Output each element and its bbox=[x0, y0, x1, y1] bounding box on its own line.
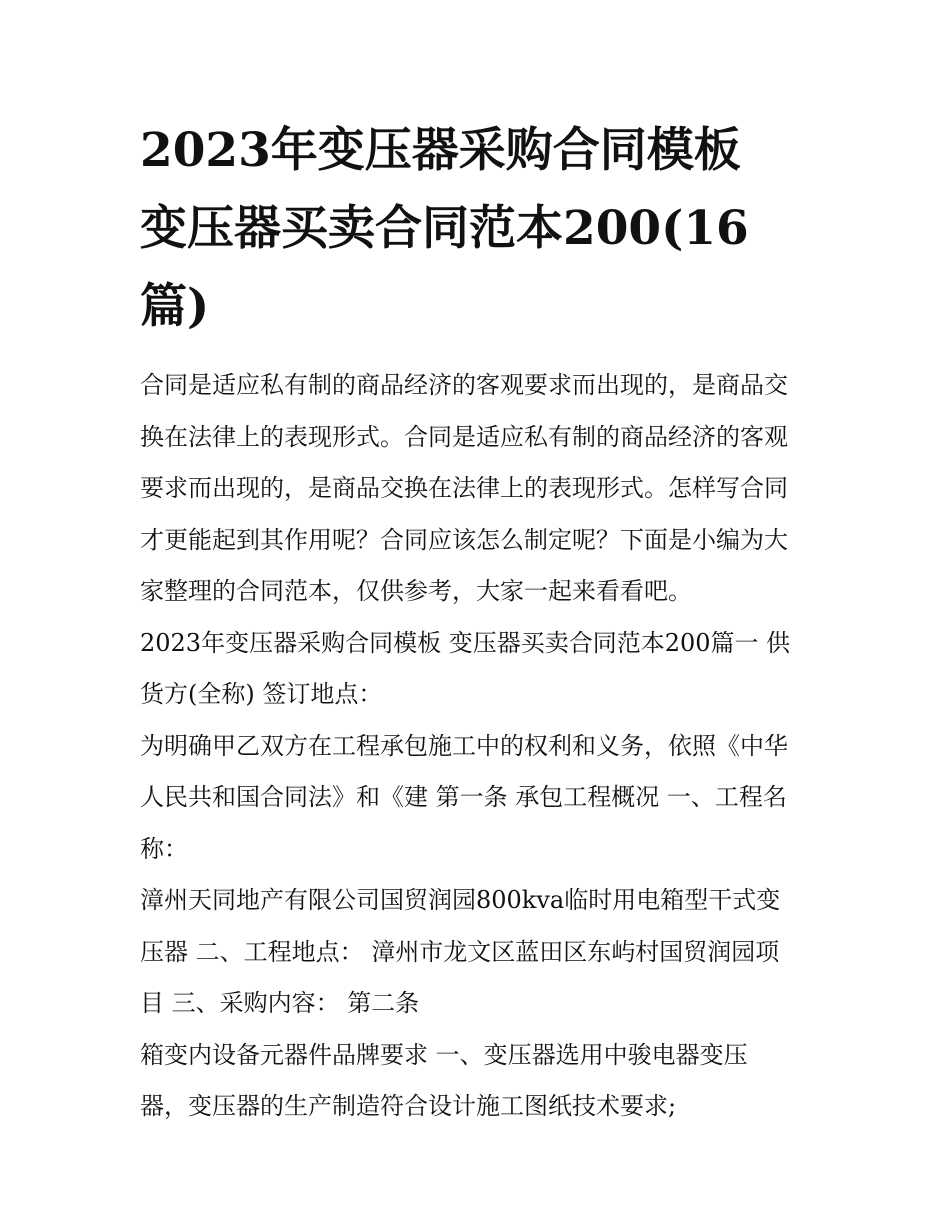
paragraph-line: 家整理的合同范本，仅供参考，大家一起来看看吧。 bbox=[140, 577, 692, 605]
title-line: 变压器买卖合同范本200(16 bbox=[140, 201, 749, 256]
paragraph-line: 箱变内设备元器件品牌要求 一、变压器选用中骏电器变压 bbox=[140, 1040, 748, 1069]
paragraph-line: 漳州天同地产有限公司国贸润园800kva临时用电箱型干式变 bbox=[140, 886, 781, 914]
paragraph-line: 合同是适应私有制的商品经济的客观要求而出现的，是商品交 bbox=[140, 371, 788, 399]
paragraph-line: 称： bbox=[140, 834, 188, 863]
title-line: 2023年变压器采购合同模板 bbox=[140, 123, 741, 178]
project-paragraph bbox=[140, 875, 812, 1030]
paragraph-line: 器，变压器的生产制造符合设计施工图纸技术要求; bbox=[140, 1092, 677, 1120]
intro-paragraph bbox=[140, 360, 812, 618]
paragraph-line: 压器 二、工程地点： 漳州市龙文区蓝田区东屿村国贸润园项 bbox=[140, 937, 780, 966]
paragraph-line: 要求而出现的，是商品交换在法律上的表现形式。怎样写合同 bbox=[140, 474, 788, 502]
paragraph-line: 换在法律上的表现形式。合同是适应私有制的商品经济的客观 bbox=[140, 422, 788, 451]
purpose-paragraph bbox=[140, 721, 812, 876]
paragraph-line: 货方(全称) 签订地点： bbox=[140, 680, 383, 708]
document-page bbox=[140, 112, 812, 1133]
paragraph-line: 目 三、采购内容： 第二条 bbox=[140, 989, 420, 1017]
document-title bbox=[140, 112, 812, 346]
contract-heading-paragraph bbox=[140, 618, 812, 721]
paragraph-line: 人民共和国合同法》和《建 第一条 承包工程概况 一、工程名 bbox=[140, 783, 787, 811]
equipment-paragraph bbox=[140, 1030, 812, 1133]
paragraph-line: 为明确甲乙双方在工程承包施工中的权利和义务，依照《中华 bbox=[140, 731, 788, 760]
title-line: 篇) bbox=[140, 279, 210, 334]
paragraph-line: 才更能起到其作用呢？合同应该怎么制定呢？下面是小编为大 bbox=[140, 525, 788, 554]
paragraph-line: 2023年变压器采购合同模板 变压器买卖合同范本200篇一 供 bbox=[140, 628, 791, 657]
